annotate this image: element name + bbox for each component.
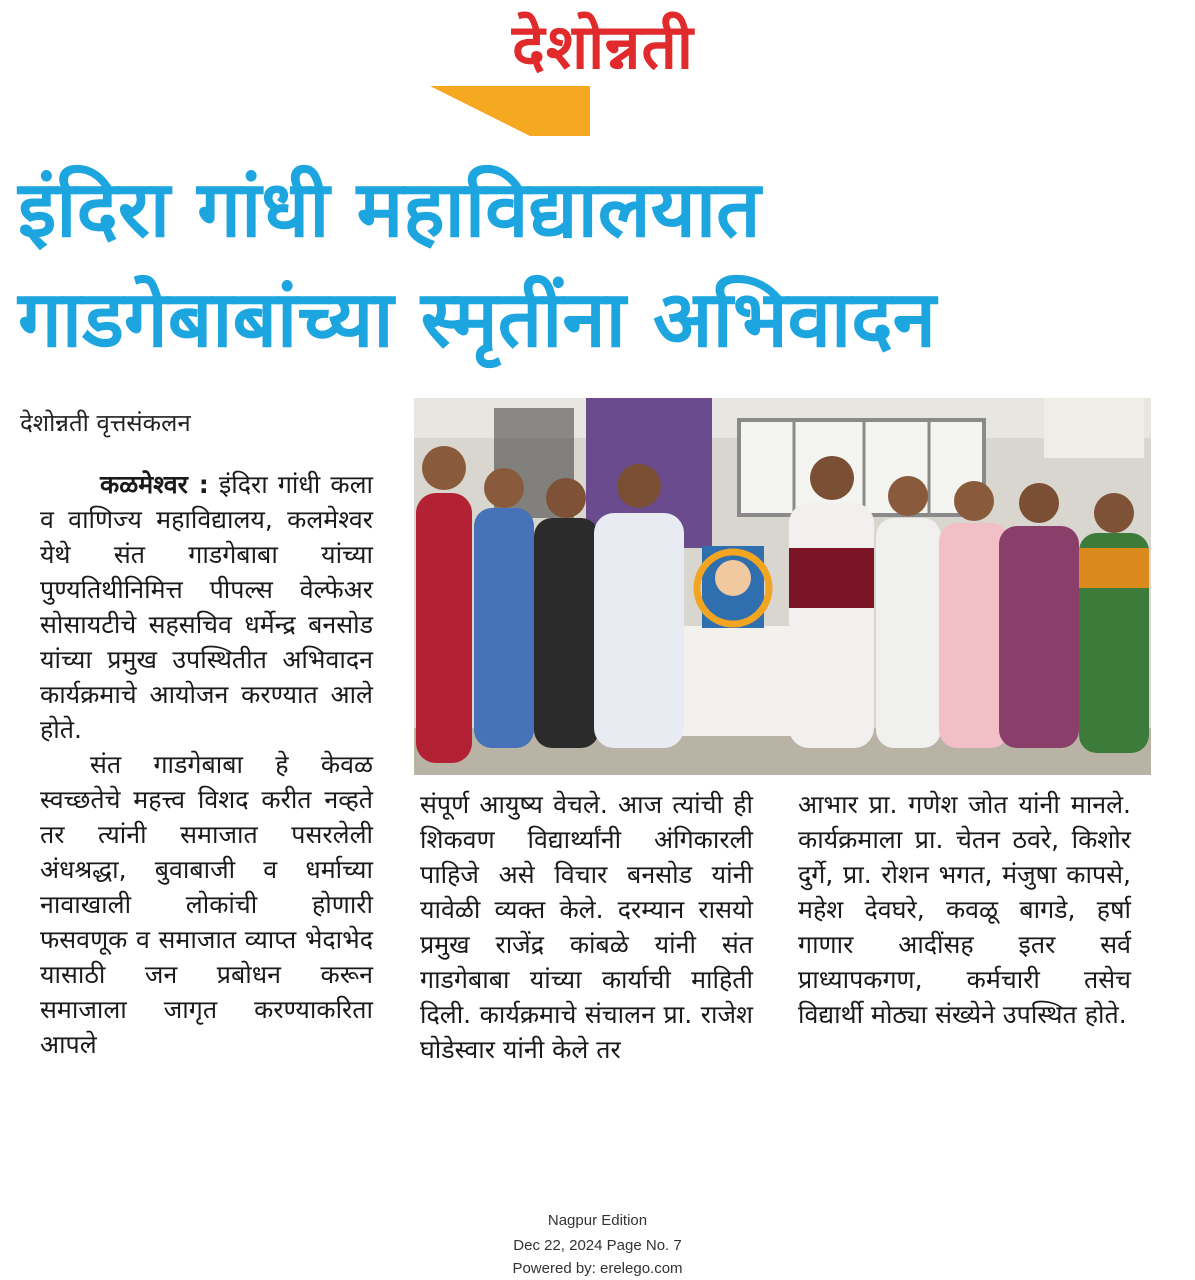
masthead-logo-text: देशोन्नती bbox=[512, 10, 694, 83]
masthead bbox=[420, 0, 770, 140]
masthead-flag-graphic bbox=[430, 86, 590, 138]
footer-powered-by: Powered by: erelego.com bbox=[512, 1260, 683, 1277]
headline-line-1: इंदिरा गांधी महाविद्यालयात bbox=[18, 165, 761, 255]
news-photo bbox=[414, 398, 1151, 775]
footer-edition: Nagpur Edition bbox=[547, 1212, 648, 1229]
article-column-3 bbox=[798, 787, 1131, 1032]
article-paragraph-3: संपूर्ण आयुष्य वेचले. आज त्यांची ही शिकवण विद्यार्थ्यांनी अंगिकारली पाहिजे असे विचार बनसोड यांनी यावेळी व्यक्त केले. दरम्यान रासयो प्रमुख राजेंद्र कांबळे यांनी संत गाडगेबाबा यांच्या कार्याची माहिती दिली. कार्यक्रमाचे संचालन प्रा. राजेश घोडेस्वार यांनी केले तर bbox=[420, 790, 753, 1064]
article-column-1 bbox=[40, 467, 373, 1062]
article-text: इंदिरा गांधी कला व वाणिज्य महाविद्यालय, कलमेश्वर येथे संत गाडगेबाबा यांच्या पुण्यतिथीनिमित्त पीपल्स वेल्फेअर सोसायटीचे सहसचिव धर्मेन्द्र बनसोड यांच्या प्रमुख उपस्थितीत अभिवादन कार्यक्रमाचे आयोजन करण्यात आले होते. bbox=[40, 470, 373, 744]
byline: देशोन्नती वृत्तसंकलन bbox=[20, 409, 191, 437]
article-paragraph-1 bbox=[40, 467, 373, 747]
dateline: कळमेश्वर : bbox=[100, 470, 209, 499]
group-photo-illustration bbox=[414, 398, 1151, 775]
footer-date-page: Dec 22, 2024 Page No. 7 bbox=[513, 1237, 682, 1254]
article-paragraph-2: संत गाडगेबाबा हे केवळ स्वच्छतेचे महत्त्व विशद करीत नव्हते तर त्यांनी समाजात पसरलेली अंधश्रद्धा, बुवाबाजी व धर्माच्या नावाखाली लोकांची होणारी फसवणूक व समाजात व्याप्त भेदाभेद यासाठी जन प्रबोधन करून समाजाला जागृत करण्याकरिता आपले bbox=[40, 750, 373, 1059]
article-column-2 bbox=[420, 787, 753, 1067]
article-paragraph-4: आभार प्रा. गणेश जोत यांनी मानले. कार्यक्रमाला प्रा. चेतन ठवरे, किशोर दुर्गे, प्रा. रोशन भगत, मंजुषा कापसे, महेश देवघरे, कवळू बागडे, हर्षा गाणार आदींसह इतर सर्व प्राध्यापकगण, कर्मचारी तसेच विद्यार्थी मोठ्या संख्येने उपस्थित होते. bbox=[798, 790, 1131, 1029]
headline-line-2: गाडगेबाबांच्या स्मृतींना अभिवादन bbox=[18, 275, 936, 365]
